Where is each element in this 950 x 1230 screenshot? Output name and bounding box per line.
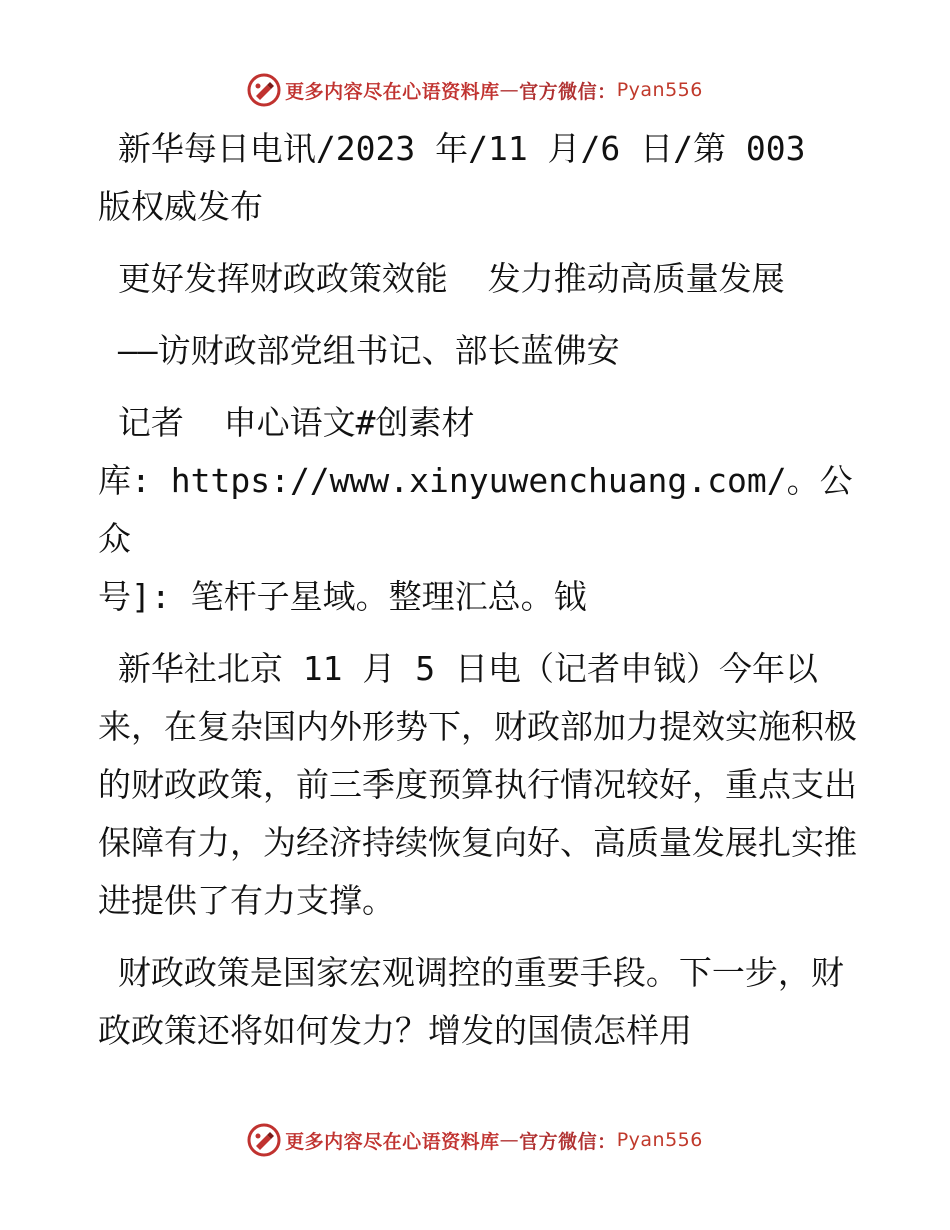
subheadline: ——访财政部党组书记、部长蓝佛安 xyxy=(98,331,620,370)
logo-icon xyxy=(247,73,281,107)
article-body xyxy=(98,120,858,1074)
watermark-banner-bottom xyxy=(0,1120,950,1160)
watermark-wechat-id: Pyan556 xyxy=(616,1129,703,1151)
source-line-2: 号]: 笔杆子星域。整理汇总。钺 xyxy=(98,577,587,616)
source-line-1: 库: https://www.xinyuwenchuang.com/。公众 xyxy=(98,461,853,558)
watermark-dash: — xyxy=(499,1129,520,1151)
watermark-wechat-label: 官方微信： xyxy=(519,1130,617,1153)
watermark-wechat-label: 官方微信： xyxy=(519,80,617,103)
dateline: 新华每日电讯/2023 年/11 月/6 日/第 003 版权威发布 xyxy=(98,129,826,226)
paragraph-2: 财政政策是国家宏观调控的重要手段。下一步，财政政策还将如何发力？增发的国债怎样用 xyxy=(98,953,844,1050)
watermark-banner-top xyxy=(0,70,950,110)
byline: 记者 申心语文#创素材 xyxy=(98,403,475,442)
headline: 更好发挥财政政策效能 发力推动高质量发展 xyxy=(98,259,785,298)
watermark-main-text: 更多内容尽在心语资料库 xyxy=(285,80,500,103)
watermark-dash: — xyxy=(499,79,520,101)
paragraph-1: 新华社北京 11 月 5 日电（记者申钺）今年以来，在复杂国内外形势下，财政部加力提效实施积极的财政政策，前三季度预算执行情况较好，重点支出保障有力，为经济持续恢复向好、高质量发展扎实推进提供了有力支撑。 xyxy=(98,649,857,920)
logo-icon xyxy=(247,1123,281,1157)
watermark-main-text: 更多内容尽在心语资料库 xyxy=(285,1130,500,1153)
watermark-wechat-id: Pyan556 xyxy=(616,79,703,101)
